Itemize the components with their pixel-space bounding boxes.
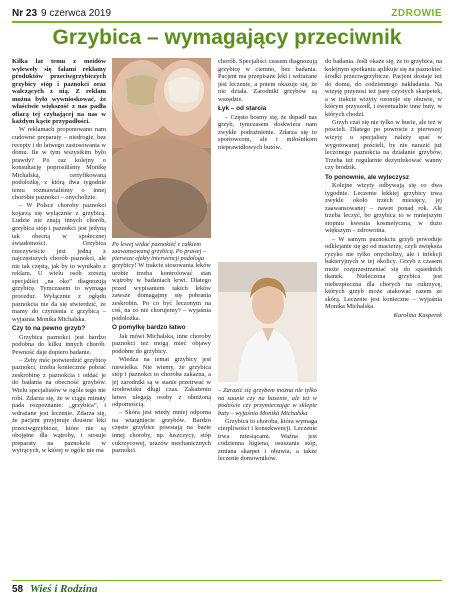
paragraph: Wiedza na temat grzybicy jest niewielka. Nie wiemy, że grzybica stóp i paznokci to choroba zakaźna, a jej zarodniki są w stanie przetrwać w środowisku długi czas. Zakażeniu łatwo ulegają osoby z obniżoną odpornością. xyxy=(112,356,211,409)
author-signature: Karolina Kasperek xyxy=(393,312,442,319)
specialist-photo-image xyxy=(218,262,317,382)
paragraph: Kolejne wizyty odbywają się co dwa tygodnie. Leczenie lekkiej grzybicy trwa zwykle około trzech miesięcy, jej zaawansowanej – nawet ponad rok. Ale trzeba leczyć, bo grzybica to w mniejszym stopniu kwestia kosmetyczna, w dużo większym – zdrowotna. xyxy=(325,182,442,235)
column-3-lower xyxy=(218,387,317,580)
photo-caption: – Zarazić się grzybem można nie tylko na saunie czy na basenie, ale też w podeście czy przymierzając w sklepie buty – wyjaśnia Monika Michalska xyxy=(218,387,317,417)
column-3 xyxy=(218,58,317,258)
nail-photo xyxy=(112,58,211,238)
footer-rule xyxy=(12,580,442,581)
article-title: Grzybica – wymagający przeciwnik xyxy=(52,26,402,49)
issue-date: 9 czerwca 2019 xyxy=(41,8,112,19)
magazine-brand: Wieś i Rodzina xyxy=(30,583,98,595)
issue-info xyxy=(12,8,111,19)
issue-number: Nr 23 xyxy=(12,8,38,19)
paragraph: grzybicy! W trakcie stosowania leków urobie trzeba kontrolować stan wątroby w badaniach krwi. Dlatego przed wypisaniem takich leków zawsze domagajmy się pobrania zeskrobin. Po co być leczonym na coś, na co nie chorujemy? – wyjaśnia podolożka. xyxy=(112,262,211,322)
paragraph: Jak mówi Michalska, inne choroby paznokci też mogą mieć objawy podobne do grzybicy. xyxy=(112,332,211,355)
paragraph: Grzybica paznokci jest bardzo podobna do kilku innych chorób. Pewność daje dopiero badanie. xyxy=(12,333,106,356)
column-4 xyxy=(325,58,442,580)
paragraph: Grzybica to choroba, która wymaga cierpliwości i konsekwencji. Leczenie trwa miesiącami. Ważna jest codzienna higiena, osuszanie stóp, zmiana skarpet i obuwia, a także leczenie domowników. xyxy=(218,417,317,463)
paragraph: – Często bosmy się, że dopadł nas grzyb, tymczasem doskwiera nam zwykłe podrażnienie. Zdarza się to sportowcom, ale i miłośnikom nieprawidłowych butów. xyxy=(218,113,317,151)
article-lead: Kilka lat temu z meidów wyleweły się falami reklamy produktów przeciwgrzybiczych grzybicy stóp i paznokci oraz walczących z nią. Z reklam można było wywnioskować, że właściwie większość z nas padła ofiarą tej czyhającej na nas w każdym kącie przypadłości. xyxy=(12,58,106,126)
header-rule xyxy=(12,21,442,23)
specialist-photo xyxy=(218,262,317,382)
paragraph: do badania. Jeśli okaże się, że to grzybica, na kolejnym spotkaniu aplikuje się na paznokieć środki przeciwgrzybicze. Pacjent dostaje też do domu, do codziennego nakładania. Na wizytę przynosi też parę czystych skarpetek, a w trakcie wizyty ozonuje się obuwie, w którym przyszedł, i ewentualnie inne buty, w których chodzi. xyxy=(325,58,442,118)
paragraph: chorób. Specjaliści czasem diagnozują grzybicę w ciemno, bez badania. Pacjent ma przepisane leki i wdrażane jest leczenie, a potem okazuje się, że nie działa. Zarodniki grzybów są wszędzie. xyxy=(218,58,317,103)
photo-caption: Po lewej widać paznokieć z całkiem zaawansowaną grzybicą. Po prawej – pierwsze efekty interwencji podologa xyxy=(112,241,207,263)
paragraph: W reklamach proponowano nam cudowne preparaty – niedrogie, bez recepty i do łatwego zastosowania w domu. Ile w tym wszystkim było prawdy? Po raz kolejny o konsultację poprosiliśmy Monikę Michalską, certyfikowaną podolożkę, z którą dwa tygodnie temu rozmawialiśmy o innej chorobie paznokci – onycholizie. xyxy=(12,126,106,202)
subheading: To ponownie, ale wyleczysz xyxy=(325,173,410,181)
subheading: O pomyłkę bardzo łatwo xyxy=(112,324,186,332)
page-footer xyxy=(12,582,442,596)
paragraph: – Żeby móc potwierdzić grzybicę paznokci, trzeba koniecznie pobrać zeskrobinę z paznokcia i oddać je do badania na obecność grzybów. Wielu specjalistów w ogóle tego nie robi. Zdarza się, że w ciągu minuty pada rozpoznanie: „grzybica”, i wdrażane jest leczenie. Zdarza się, że pacjent przyjmuje doustne leki przeciwgrzybicze, które nie są obojętne dla wątroby, i stosuje preparaty na paznokcie w wytrących, w której w ogóle nie ma xyxy=(12,356,106,455)
nail-photo-image xyxy=(112,58,211,238)
subheading: Czy to na pewno grzyb? xyxy=(12,325,86,333)
column-2 xyxy=(112,262,211,578)
paragraph: – W samym paznokciu grzyb powoduje odklejanie się go od macierzy, czyli zwiększa ryzyko nie tylko onycholizy, ale i infekcji bakteryjnych w tej okolicy. Grzyb z czasem może rozprzestrzeniać się do sąsiednich tkanek. Nieleczona grzybica jest niebezpieczna dla chorych na cukrzycę, których grzyb może atakować razem ze skórą. Leczenie jest konieczne – wyjaśnia Monika Michalska. xyxy=(325,235,442,311)
subheading: Łyk – od starcia xyxy=(218,105,267,113)
paragraph: Grzyb czai się nie tylko w bucie, ale też w pościeli. Dlatego po powrocie z pierwszej wizyty u specjalisty należy spać w wygotowanej pościeli, by nie narazić już leczonego paznokcia na działanie grzybów. Trzeba też regularnie dezynfekować wanny czy brodzik. xyxy=(325,118,442,172)
paragraph: – W Polsce choroby paznokci kojarzą się wyłącznie z grzybicą. Ludzie nie znają innych chorób, grzybica stóp i paznokci jest jedyną tak obecną w społecznej świadomości. Grzybica rzeczywiście jest jedną z najczęstszych chorób paznokci, ale nie tak częstą, jak by to wynikało z reklam. U wielu osób zresztą specjaliści „na oko” diagnozują grzybicę. Tymczasem to wymaga procedur. Wyłącznie z ogłądu paznokcia nie da się stwierdzić, że mamy do czynienia z grzybicą – wyjaśnia Monika Michalska. xyxy=(12,202,106,323)
column-1 xyxy=(12,58,106,578)
section-label: ZDROWIE xyxy=(391,8,442,19)
paragraph: – Skóra jest wtedy mniej odporna na wtargnięcie grzybów. Bardzo często grzybice powstają na bazie innej choroby, np. łuszczycy, stóp cukrzycowej, urazów mechanicznych paznokci. xyxy=(112,409,211,455)
page-number: 58 xyxy=(12,584,24,595)
